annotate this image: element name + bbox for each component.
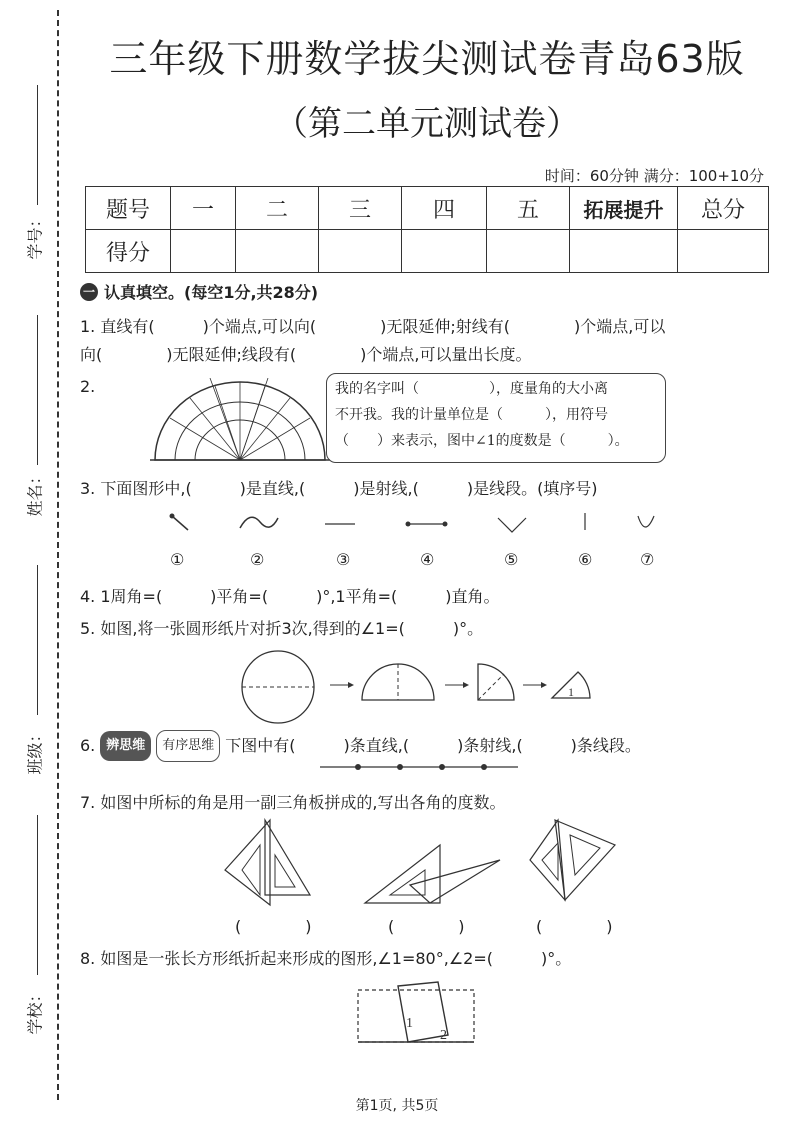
row-label-cell: 得分: [86, 230, 171, 273]
student-id-label: 学号：: [25, 211, 45, 260]
name-label: 姓名：: [25, 468, 45, 517]
section-number-badge: 一: [80, 283, 98, 301]
time-info: 时间：60分钟 满分：100+10分: [544, 167, 764, 185]
figure-label: ⑥: [578, 550, 593, 569]
header-cell: 三: [319, 187, 402, 230]
score-cell[interactable]: [678, 230, 769, 273]
header-cell: 五: [487, 187, 570, 230]
bubble-line-3: （ ）来表示，图中∠1的度数是（ ）。: [335, 433, 629, 449]
figure-label: ③: [336, 550, 351, 569]
score-cell[interactable]: [570, 230, 678, 273]
header-cell: 题号: [86, 187, 171, 230]
question-6-text: 下图中有( )条直线,( )条射线,( )条线段。: [225, 736, 641, 755]
student-id-line: [37, 85, 38, 205]
question-2-number: 2.: [80, 377, 96, 396]
class-line: [37, 565, 38, 715]
figure-label: ⑦: [640, 550, 655, 569]
answer-blank-2[interactable]: ( ): [388, 917, 465, 936]
answer-blank-3[interactable]: ( ): [536, 917, 613, 936]
figure-label: ⑤: [504, 550, 519, 569]
section-heading: [80, 280, 318, 303]
class-label: 班级：: [25, 726, 45, 775]
page-title: 三年级下册数学拔尖测试卷青岛63版: [109, 37, 745, 81]
question-5-folding-figure: [240, 650, 600, 725]
score-cell[interactable]: [171, 230, 236, 273]
cut-line: [57, 10, 59, 1100]
question-6: [80, 730, 641, 762]
binding-margin: [0, 0, 60, 1123]
question-2-speech-bubble: [326, 373, 666, 463]
score-table-header-row: [86, 187, 769, 230]
figure-label: ①: [170, 550, 185, 569]
question-7-triangle-figures: [220, 815, 620, 910]
question-3: 3. 下面图形中,( )是直线,( )是射线,( )是线段。(填序号): [80, 479, 598, 498]
name-line: [37, 315, 38, 465]
score-table-row: [86, 230, 769, 273]
angle-1-label: 1: [568, 685, 574, 699]
score-cell[interactable]: [402, 230, 487, 273]
question-1-line-2: 向( )无限延伸;线段有( )个端点,可以量出长度。: [80, 345, 532, 364]
answer-blank-1[interactable]: ( ): [235, 917, 312, 936]
score-cell[interactable]: [487, 230, 570, 273]
header-cell: 一: [171, 187, 236, 230]
angle-1-label: 1: [406, 1016, 413, 1031]
score-cell[interactable]: [236, 230, 319, 273]
question-3-figures: [160, 508, 670, 538]
header-cell: 二: [236, 187, 319, 230]
thinking-tag: 辨思维: [100, 731, 151, 761]
header-cell: 四: [402, 187, 487, 230]
question-4: 4. 1周角=( )平角=( )°,1平角=( )直角。: [80, 587, 500, 606]
bubble-line-1: 我的名字叫（ ），度量角的大小离: [335, 381, 608, 397]
bubble-line-2: 不开我。我的计量单位是（ ），用符号: [335, 407, 608, 423]
protractor-image: [150, 378, 330, 466]
score-cell[interactable]: [319, 230, 402, 273]
header-cell: 总分: [678, 187, 769, 230]
question-6-number: 6.: [80, 736, 96, 755]
page-subtitle: （第二单元测试卷）: [274, 104, 580, 144]
question-8: 8. 如图是一张长方形纸折起来形成的图形,∠1=80°,∠2=( )°。: [80, 949, 572, 968]
header-cell: 拓展提升: [570, 187, 678, 230]
question-8-folded-paper: [356, 980, 476, 1045]
school-label: 学校：: [25, 986, 45, 1035]
page-footer: 第1页, 共5页: [355, 1098, 439, 1114]
question-5: 5. 如图,将一张圆形纸片对折3次,得到的∠1=( )°。: [80, 619, 484, 638]
figure-label: ②: [250, 550, 265, 569]
figure-label: ④: [420, 550, 435, 569]
question-1-line-1: 1. 直线有( )个端点,可以向( )无限延伸;射线有( )个端点,可以: [80, 317, 666, 336]
school-line: [37, 815, 38, 975]
angle-2-label: 2: [440, 1028, 447, 1043]
ordered-thinking-tag: 有序思维: [156, 730, 220, 762]
question-6-line-figure: [320, 760, 520, 774]
score-table: [85, 186, 769, 273]
question-7: 7. 如图中所标的角是用一副三角板拼成的,写出各角的度数。: [80, 793, 506, 812]
section-title: 认真填空。(每空1分,共28分): [104, 283, 319, 302]
